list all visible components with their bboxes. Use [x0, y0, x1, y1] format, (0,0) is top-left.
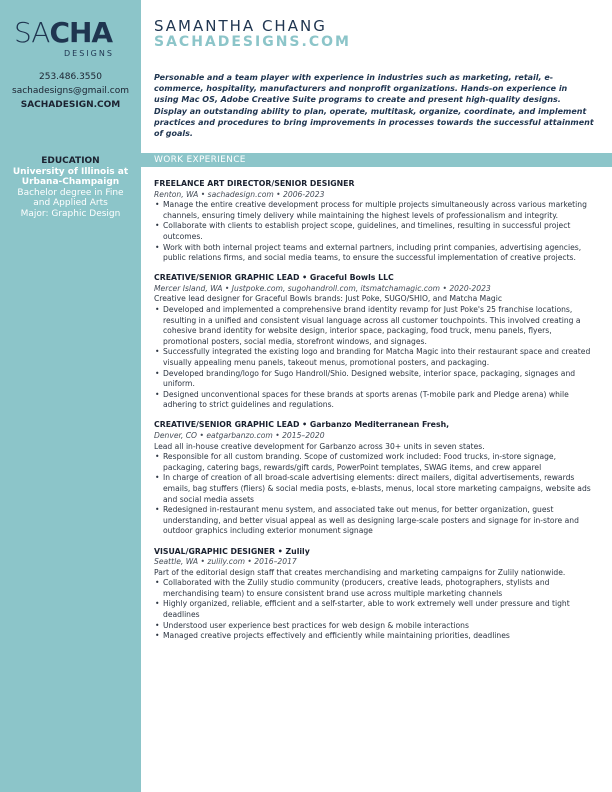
- logo-wordmark-bold: CHA: [49, 16, 113, 49]
- header-website[interactable]: SACHADESIGNS.COM: [154, 34, 351, 50]
- job-bullet: • In charge of creation of all broad-scale advertising elements: direct mailers, digital advertisements, rewards emails, bag stuffers (fliers) & social media posts, e-blasts, menus, local store marketing campaigns, website ads and social media assets: [163, 473, 599, 505]
- job-meta: Seattle, WA • zulily.com • 2016–2017: [154, 557, 297, 567]
- work-experience-heading: WORK EXPERIENCE: [154, 155, 246, 165]
- job-meta: Mercer Island, WA • Justpoke.com, sugohandroll.com, itsmatchamagic.com • 2020-2023: [154, 283, 491, 293]
- job-title: CREATIVE/SENIOR GRAPHIC LEAD • Garbanzo Mediterranean Fresh,: [154, 420, 450, 430]
- logo-wordmark-light: SA: [14, 16, 50, 49]
- job-bullet: • Developed branding/logo for Sugo Handroll/Shio. Designed website, interior space, packaging, signages and uniform.: [163, 369, 599, 390]
- contact-website[interactable]: SACHADESIGN.COM: [20, 100, 121, 110]
- education-section: [0, 156, 141, 219]
- job-bullet-list: [154, 305, 599, 411]
- education-degree-line2: and Applied Arts: [33, 198, 108, 208]
- education-heading: EDUCATION: [41, 156, 100, 166]
- job-title: FREELANCE ART DIRECTOR/SENIOR DESIGNER: [154, 179, 355, 188]
- job-bullet: • Manage the entire creative development process for multiple projects simultaneously across various marketing channels, ensuring timely delivery while maintaining the highest levels of professionalism and integrity.: [163, 200, 599, 221]
- job-bullet: • Understood user experience best practices for web design & mobile interactions: [163, 621, 599, 632]
- education-school-line2: Urbana-Champaign: [21, 177, 120, 187]
- job-bullet-list: [154, 578, 599, 642]
- education-school-line1: University of Illinois at: [12, 166, 129, 177]
- job-bullet-list: [154, 200, 599, 264]
- candidate-name: SAMANTHA CHANG: [154, 17, 327, 35]
- contact-email[interactable]: sachadesigns@gmail.com: [12, 86, 129, 96]
- contact-phone: 253.486.3550: [39, 72, 102, 82]
- job-bullet: • Redesigned in-restaurant menu system, and associated take out menus, for better organization, guest understanding, and better visual appeal as well as designing large-scale posters and signage for in-store and outdoor graphics including exterior monument signage: [163, 505, 599, 537]
- sidebar: [0, 0, 141, 792]
- job-entry: [154, 547, 599, 642]
- logo-subtitle: DESIGNS: [64, 49, 114, 58]
- job-entry: [154, 179, 599, 264]
- job-bullet: • Responsible for all custom branding. Scope of customized work included: Food trucks, in-store signage, packaging, catering bags, rewards/gift cards, PowerPoint templates, SWAG items, and crew apparel: [163, 452, 599, 473]
- job-intro: Lead all in-house creative development for Garbanzo across 30+ units in seven states.: [154, 441, 485, 451]
- job-title: VISUAL/GRAPHIC DESIGNER • Zulily: [154, 546, 310, 556]
- job-bullet: • Work with both internal project teams and external partners, including print companies, advertising agencies, public relations firms, and social media teams, to ensure the successful implementation of creative projects.: [163, 243, 599, 264]
- job-meta: Renton, WA • sachadesign.com • 2006-2023: [154, 189, 325, 199]
- job-bullet: • Successfully integrated the existing logo and branding for Matcha Magic into their restaurant space and created visually appealing menu panels, takeout menus, promotional posters, and packaging.: [163, 347, 599, 368]
- job-meta: Denver, CO • eatgarbanzo.com • 2015–2020: [154, 431, 325, 441]
- sacha-designs-logo: [14, 18, 129, 68]
- work-experience-banner: [141, 153, 612, 167]
- job-intro: Part of the editorial design staff that creates merchandising and marketing campaigns for Zulily nationwide.: [154, 567, 566, 577]
- work-experience-list: [154, 179, 599, 651]
- job-bullet: • Collaborated with the Zulily studio community (producers, creative leads, photographers, stylists and merchandising team) to ensure consistent brand use across multiple marketing channels: [163, 578, 599, 599]
- job-entry: [154, 420, 599, 537]
- education-major: Major: Graphic Design: [20, 208, 121, 219]
- job-bullet-list: [154, 452, 599, 537]
- job-bullet: • Collaborate with clients to establish project scope, guidelines, and timelines, resulting in successful project outcomes.: [163, 221, 599, 242]
- logo-wordmark: [14, 18, 112, 48]
- job-entry: [154, 273, 599, 411]
- job-intro: Creative lead designer for Graceful Bowls brands: Just Poke, SUGO/SHIO, and Matcha Magic: [154, 294, 502, 304]
- job-bullet: • Highly organized, reliable, efficient and a self-starter, able to work extremely well under pressure and tight deadlines: [163, 599, 599, 620]
- job-title: CREATIVE/SENIOR GRAPHIC LEAD • Graceful Bowls LLC: [154, 273, 394, 283]
- summary-paragraph: Personable and a team player with experience in industries such as marketing, retail, e-commerce, hospitality, manufacturers and nonprofit organizations. Hands-on experience in using Mac OS, Adobe Creative Suite programs to create and present high-quality designs. Display an outstanding ability to plan, operate, multitask, organize, coordinate, and implement practices and procedures to bring improvements in processes towards the successful attainment of goals.: [154, 73, 594, 139]
- job-bullet: • Developed and implemented a comprehensive brand identity revamp for Just Poke's 25 franchise locations, resulting in a unified and consistent visual language across all customer touchpoints. This involved creating a cohesive brand identity for website design, interior space, packaging, food truck, menu panels, flyers, promotional posters, social media, storefront windows, and signages.: [163, 305, 599, 347]
- job-bullet: • Managed creative projects effectively and efficiently while maintaining priorities, deadlines: [163, 631, 599, 642]
- education-degree-line1: Bachelor degree in Fine: [17, 187, 124, 198]
- job-bullet: • Designed unconventional spaces for these brands at sports arenas (T-mobile park and Pledge arena) while adhering to strict guidelines and regulations.: [163, 390, 599, 411]
